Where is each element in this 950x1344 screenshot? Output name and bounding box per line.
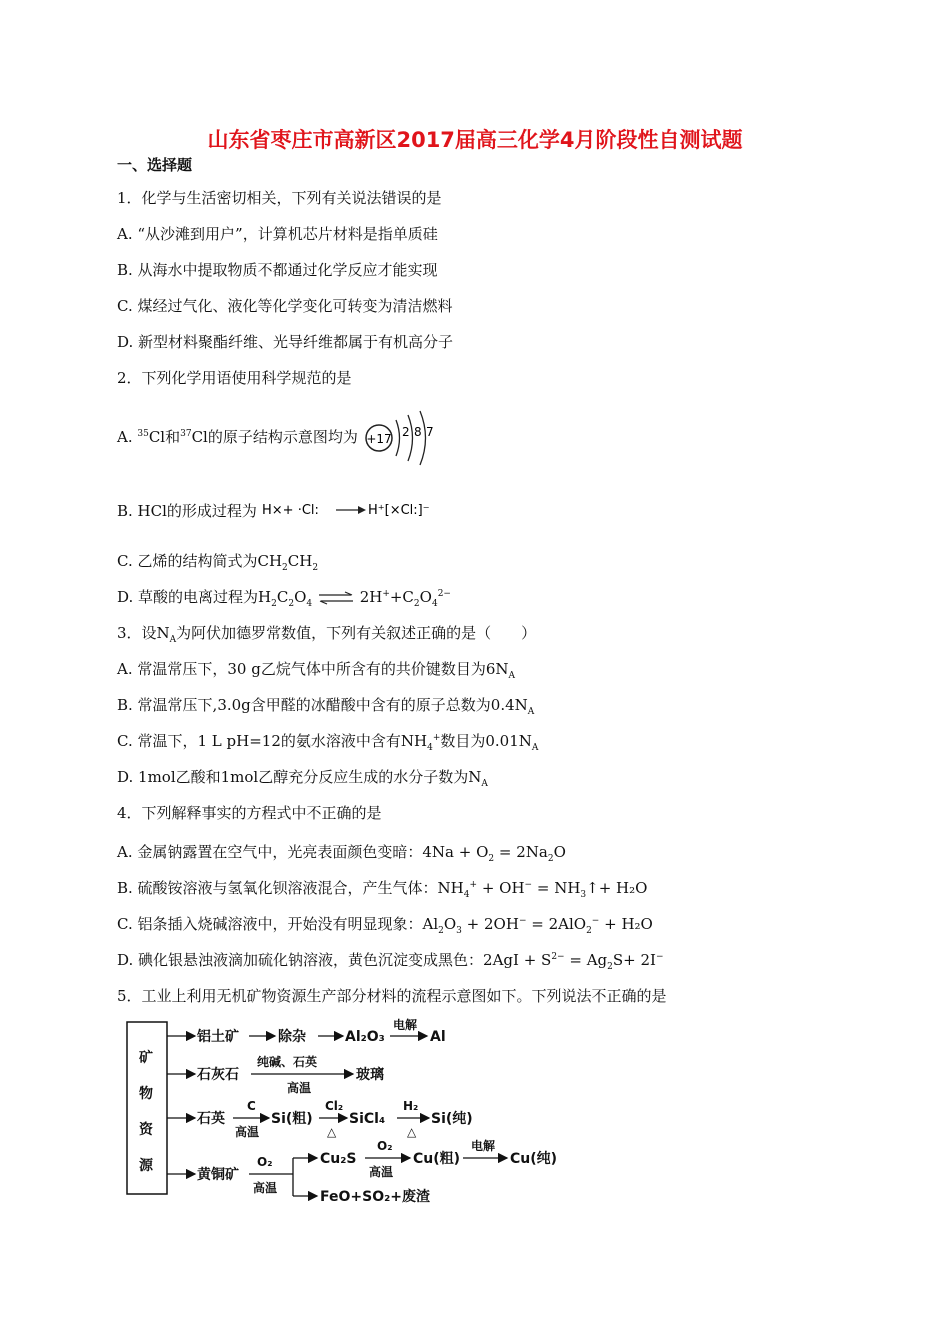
formation-product: H⁺[×Cl:]⁻ xyxy=(367,503,430,518)
atom-shell-2: 8 xyxy=(413,425,422,439)
r4-p1: Cu(粗) xyxy=(413,1151,461,1167)
r4-down: FeO+SO₂+废渣 xyxy=(320,1189,430,1205)
r3-p1: Si(粗) xyxy=(271,1111,313,1127)
q2-option-d: D. 草酸的电离过程为$H_2C_2O_4$ $2H^++C_2O_4^{2-}$ xyxy=(117,588,451,609)
q4-option-d: D. 碘化银悬浊液滴加硫化钠溶液，黄色沉淀变成黑色：$2AgI + S^{2-} = Ag_2S+ 2I^-$ xyxy=(117,951,664,972)
r3-source: 石英 xyxy=(197,1111,225,1127)
q1-stem: 1．化学与生活密切相关，下列有关说法错误的是 xyxy=(117,189,442,207)
q1-option-a: A. “从沙滩到用户”，计算机芯片材料是指单质硅 xyxy=(117,225,438,243)
formation-reactants: H×+ ·Cl: xyxy=(261,503,319,518)
r1-cond: 电解 xyxy=(393,1018,418,1032)
box-char-1: 矿 xyxy=(139,1050,153,1066)
q3-option-b: B. 常温常压下,3.0g含甲醛的冰醋酸中含有的原子总数为$0.4N_A$ xyxy=(117,696,535,717)
r3-c2-top: Cl₂ xyxy=(325,1099,344,1113)
q2-option-b: B. HCl的形成过程为 H×+ ·Cl: H⁺[×Cl:]⁻ xyxy=(117,496,430,528)
mineral-flow-diagram xyxy=(125,1016,575,1216)
q1-option-d: D. 新型材料聚酯纤维、光导纤维都属于有机高分子 xyxy=(117,333,454,351)
r1-mid: Al₂O₃ xyxy=(345,1029,385,1045)
page-title: 山东省枣庄市高新区2017届高三化学4月阶段性自测试题 xyxy=(207,128,743,152)
r3-c1-top: C xyxy=(247,1099,256,1113)
r4-up: Cu₂S xyxy=(320,1151,357,1167)
r4-end: Cu(纯) xyxy=(510,1151,558,1167)
q4-stem: 4．下列解释事实的方程式中不正确的是 xyxy=(117,804,382,822)
q4-option-a: A. 金属钠露置在空气中，光亮表面颜色变暗：$4Na + O_2 = 2Na_2O$ xyxy=(117,843,566,864)
atom-structure-diagram xyxy=(363,410,443,466)
r2-source: 石灰石 xyxy=(197,1067,239,1083)
box-char-3: 资 xyxy=(139,1122,153,1138)
r3-c2-bot: △ xyxy=(327,1125,337,1139)
equilibrium-arrow-icon xyxy=(317,591,355,605)
r4-c3-top: 电解 xyxy=(471,1139,496,1153)
q2-option-a: A. $^{35}$Cl和$^{37}$Cl的原子结构示意图均为 +17 2 8 7 xyxy=(117,410,443,466)
r3-end: Si(纯) xyxy=(431,1111,473,1127)
box-char-4: 源 xyxy=(139,1158,153,1174)
r4-source: 黄铜矿 xyxy=(197,1167,239,1183)
r3-p2: SiCl₄ xyxy=(349,1111,386,1127)
r1-source: 铝土矿 xyxy=(197,1029,239,1045)
r2-cond-bot: 高温 xyxy=(287,1081,312,1095)
r3-c3-top: H₂ xyxy=(403,1099,419,1113)
q4-option-c: C. 铝条插入烧碱溶液中，开始没有明显现象：$Al_2O_3 + 2OH^- = 2AlO_2^- + H_2O$ xyxy=(117,915,653,936)
r4-c2-top: O₂ xyxy=(377,1139,393,1153)
r4-c-top: O₂ xyxy=(257,1155,273,1169)
r2-end: 玻璃 xyxy=(356,1067,384,1083)
q4-option-b: B. 硫酸铵溶液与氢氧化钡溶液混合，产生气体：$NH_4^+ + OH^-$ = $NH_3↑+ H_2O$ xyxy=(117,879,648,900)
q1-option-c: C. 煤经过气化、液化等化学变化可转变为清洁燃料 xyxy=(117,297,453,315)
q3-stem: 3．设$N_A$为阿伏加德罗常数值，下列有关叙述正确的是（ ） xyxy=(117,624,537,645)
atom-shell-1: 2 xyxy=(401,425,410,439)
q2-option-c: C. 乙烯的结构简式为$CH_2CH_2$ xyxy=(117,552,319,573)
q2-stem: 2．下列化学用语使用科学规范的是 xyxy=(117,369,352,387)
r2-cond-top: 纯碱、石英 xyxy=(257,1055,318,1069)
atom-shell-3: 7 xyxy=(425,425,434,439)
q3-option-a: A. 常温常压下，30 g乙烷气体中所含有的共价键数目为$6N_A$ xyxy=(117,660,515,681)
hcl-formation-diagram xyxy=(262,496,430,528)
r1-end: Al xyxy=(430,1029,446,1045)
r4-c2-bot: 高温 xyxy=(369,1165,394,1179)
r4-c-bot: 高温 xyxy=(253,1181,278,1195)
q3-option-d: D. 1mol乙酸和1mol乙醇充分反应生成的水分子数为$N_A$ xyxy=(117,768,488,789)
q5-stem: 5．工业上利用无机矿物资源生产部分材料的流程示意图如下。下列说法不正确的是 xyxy=(117,987,667,1005)
section-heading: 一、选择题 xyxy=(117,156,193,174)
atom-nucleus: +17 xyxy=(365,432,392,446)
r3-c3-bot: △ xyxy=(407,1125,417,1139)
q1-option-b: B. 从海水中提取物质不都通过化学反应才能实现 xyxy=(117,261,438,279)
box-char-2: 物 xyxy=(139,1086,153,1102)
r1-step: 除杂 xyxy=(278,1029,306,1045)
q3-option-c: C. 常温下，1 L pH=12的氨水溶液中含有$NH_4^+$数目为$0.01N_A$ xyxy=(117,732,539,753)
r3-c1-bot: 高温 xyxy=(235,1125,260,1139)
